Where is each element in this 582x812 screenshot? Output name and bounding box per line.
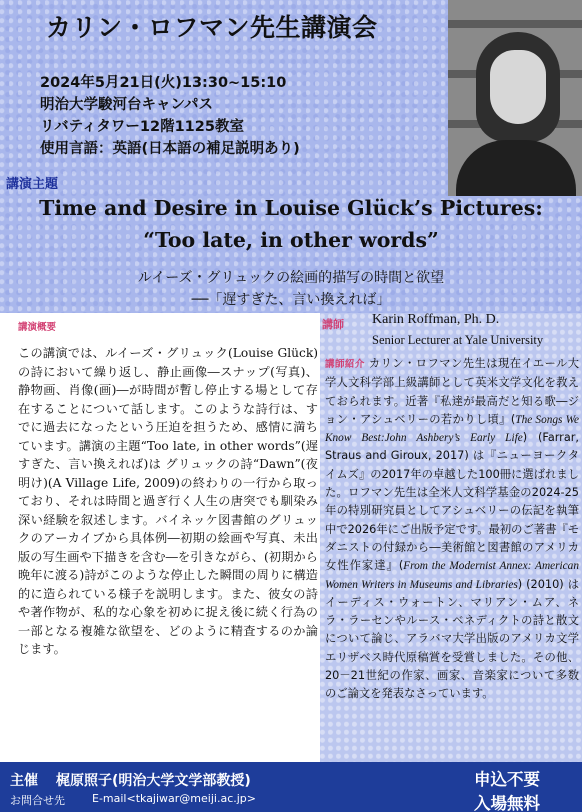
host-name: 梶原照子(明治大学文学部教授): [56, 773, 251, 789]
bio-text-2: ) (Farrar, Straus and Giroux, 2017) は『ニューヨークタイムズ』の2017年の卓越した100冊に選ばれました。ロフマン先生は全米人文科学基金の2024-25年の特別研究員としてアシュベリーの伝記を執筆中で2026年にご出版予定です。最初のご著書『モダニストの付録から―美術館と図書館のアメリカ女性作家達』(: [325, 431, 579, 573]
speaker-bio: [325, 355, 579, 704]
lecture-title-line2: “Too late, in other words”: [143, 228, 439, 252]
contact-label: お問合せ先: [10, 794, 65, 807]
bio-label: 講師紹介: [325, 359, 365, 370]
event-info: [40, 72, 300, 160]
bio-book-title-1: The Songs We Know Best:John Ashbery’s Early Life: [325, 413, 579, 445]
event-room: リバティタワー12階1125教室: [40, 119, 244, 135]
bio-text-1: カリン・ロフマン先生は現在イエール大学人文科学部上級講師として英米文学文化を教えておられます。近著『私達が最高だと知る歌―ジョン・アシュベリーの若かりし頃』(: [325, 357, 580, 426]
lecture-subtitle-line2: ──「遅すぎた、言い換えれば」: [191, 292, 391, 308]
event-language: 使用言語：英語(日本語の補足説明あり): [40, 141, 300, 157]
host-label: 主催: [10, 773, 38, 789]
speaker-role: Senior Lecturer at Yale University: [372, 333, 544, 347]
lecture-title-line1: Time and Desire in Louise Glück’s Pictures:: [39, 196, 543, 220]
event-title: カリン・ロフマン先生講演会: [46, 13, 378, 42]
abstract-body: この講演では、ルイーズ・グリュック(Louise Glück)の詩において繰り返し、静止画像―スナップ(写真)、静物画、肖像(画)―が時間が暫し停止する場として存在することについて話します。このような詩行は、すでに過去になったという圧迫を担うため、感情に満ちています。講演の主題“Too late, in other words”(遅すぎた、言い換えれば)は グリュックの詩“Dawn”(夜明け)(A Village Life, 2009)の終わりの一行から取っており、それは時間と過ぎ行く人生の唐突でも馴染み深い経験を叙述します。バイネッケ図書館のグリュックのアーカイブから具体例―初期の絵画や写真、未出版の写生画や下描きを含む―を引きながら、(初期から晩年に渡る)詩がこのような停止した瞬間の周りに構造的に造られている様子を説明します。また、彼女の詩や著作物が、私的な心象を初めに捉え後に続く行為の一部となる複雑な欲望を、どのように精査するのか論じます。: [18, 346, 318, 656]
abstract-label: 講演概要: [18, 322, 57, 333]
speaker-photo: [448, 0, 582, 196]
bio-text-3: ) (2010) はイーディス・ウォートン、マリアン・ムア、ネラ・ラーセンやルース・ベネディクトの詩と散文について論じ、アラバマ大学出版のアメリカ文学エリザベス時代原稿賞を受賞しました。その他、20－21世紀の作家、画家、音楽家について多数のご論文を発表なさっています。: [325, 577, 579, 701]
event-date-time: 2024年5月21日(火)13:30~15:10: [40, 75, 287, 91]
lecture-subtitle-line1: ルイーズ・グリュックの絵画的描写の時間と欲望: [137, 270, 445, 286]
no-registration-notice: 申込不要: [474, 770, 540, 789]
speaker-label: 講師: [322, 318, 344, 331]
speaker-name: Karin Roffman, Ph. D.: [372, 312, 500, 327]
bio-book-title-2: From the Modernist Annex: American Women Writers in Museums and Libraries: [325, 560, 579, 591]
theme-label: 講演主題: [6, 177, 59, 192]
free-admission-notice: 入場無料: [474, 794, 540, 812]
contact-email: E-mail<tkajiwar@meiji.ac.jp>: [92, 792, 256, 805]
event-venue: 明治大学駿河台キャンパス: [40, 97, 213, 113]
